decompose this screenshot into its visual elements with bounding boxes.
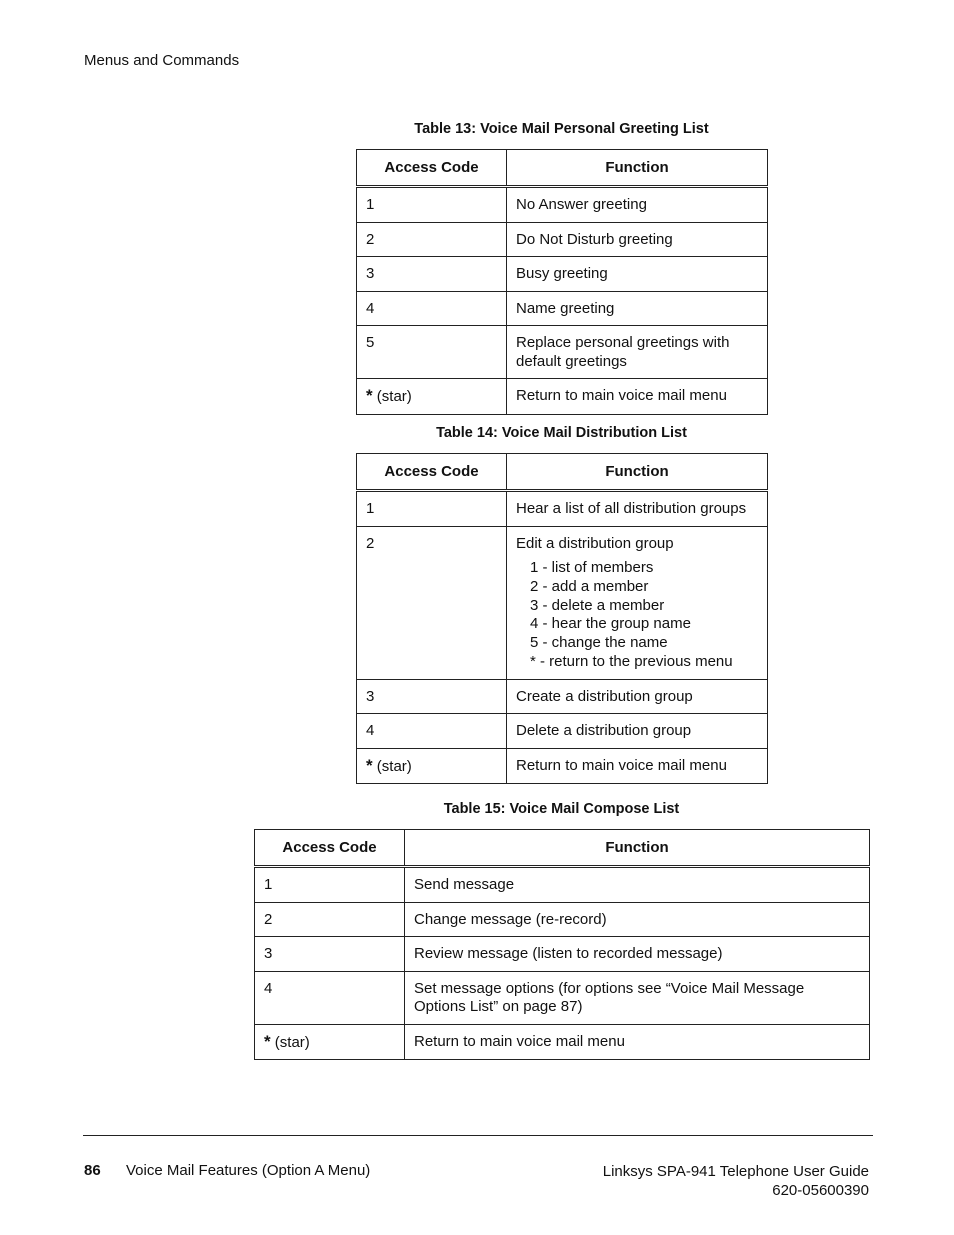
table-row [255,867,870,903]
table-row [255,971,870,1024]
function-text: Return to main voice mail menu [414,1032,625,1050]
access-code [357,749,506,784]
table-row [357,326,768,379]
access-code: 5 [366,334,375,351]
submenu-item: 1 - list of members [530,559,654,576]
document-number: 620-05600390 [772,1182,869,1199]
function-text: Set message options (for options see “Voice Mail Message Options List” on page 87) [414,979,805,1015]
table-13 [356,149,768,415]
access-code: 3 [264,945,273,962]
column-header-function: Function [405,830,870,867]
table-row [357,526,768,679]
submenu-item: 4 - hear the group name [530,615,691,633]
column-header-access-code: Access Code [255,830,405,867]
chapter-title: Voice Mail Features (Option A Menu) [126,1162,371,1179]
page-header: Menus and Commands [84,52,240,69]
star-symbol: * [366,755,373,775]
star-label: (star) [372,757,412,775]
access-code: 1 [366,500,375,517]
table-13-caption: Table 13: Voice Mail Personal Greeting List [414,121,709,137]
table-row [357,679,768,714]
access-code [255,1025,404,1060]
function-text: Replace personal greetings with default greetings [516,334,730,370]
submenu-item: * - return to the previous menu [530,652,733,670]
table-14 [356,453,768,784]
table-row [357,379,768,415]
access-code: 2 [366,534,375,552]
submenu-item: 5 - change the name [530,634,668,652]
table-row [255,902,870,937]
table-14-caption: Table 14: Voice Mail Distribution List [436,425,687,441]
table-row [357,257,768,292]
table-row [357,748,768,784]
submenu-item: 2 - add a member [530,577,649,595]
function-text: No Answer greeting [516,196,647,213]
access-code: 3 [366,687,375,705]
table-row [357,222,768,257]
star-label: (star) [372,388,412,405]
function-text: Return to main voice mail menu [516,756,727,774]
access-code: 3 [366,265,375,282]
function-text: Do Not Disturb greeting [516,230,673,248]
star-symbol: * [366,386,373,405]
column-header-function: Function [507,454,768,491]
function-text: Review message (listen to recorded message) [414,945,723,962]
column-header-access-code: Access Code [357,454,507,491]
access-code: 4 [366,722,375,740]
star-label: (star) [270,1033,310,1051]
table-15 [254,829,870,1060]
access-code: 2 [264,910,273,928]
footer-left [84,1162,370,1179]
table-row [357,491,768,527]
guide-title: Linksys SPA-941 Telephone User Guide [602,1163,869,1180]
function-text: Create a distribution group [516,687,693,705]
access-code: 1 [366,196,375,213]
function-text: Change message (re-record) [414,910,607,928]
access-code: 4 [264,979,273,997]
column-header-function: Function [507,150,768,187]
function-text: Return to main voice mail menu [516,387,727,404]
table-row [357,714,768,749]
table-row [357,291,768,326]
star-symbol: * [264,1031,271,1051]
page-number: 86 [84,1162,101,1179]
function-text: Hear a list of all distribution groups [516,500,747,517]
function-text: Send message [414,876,515,893]
footer-right [603,1162,869,1200]
edit-group-submenu [530,559,758,672]
function-text: Delete a distribution group [516,722,692,740]
table-15-caption: Table 15: Voice Mail Compose List [443,801,680,817]
table-row [255,1024,870,1060]
column-header-access-code: Access Code [357,150,507,187]
access-code: 4 [366,299,375,317]
submenu-item: 3 - delete a member [530,596,665,614]
access-code: 2 [366,230,375,248]
function-text: Edit a distribution group [516,534,674,552]
access-code: 1 [264,876,273,893]
access-code [357,379,506,414]
table-row [255,937,870,972]
table-row [357,187,768,223]
function-text: Name greeting [516,299,615,317]
function-text: Busy greeting [516,265,608,282]
footer-divider [83,1135,873,1136]
